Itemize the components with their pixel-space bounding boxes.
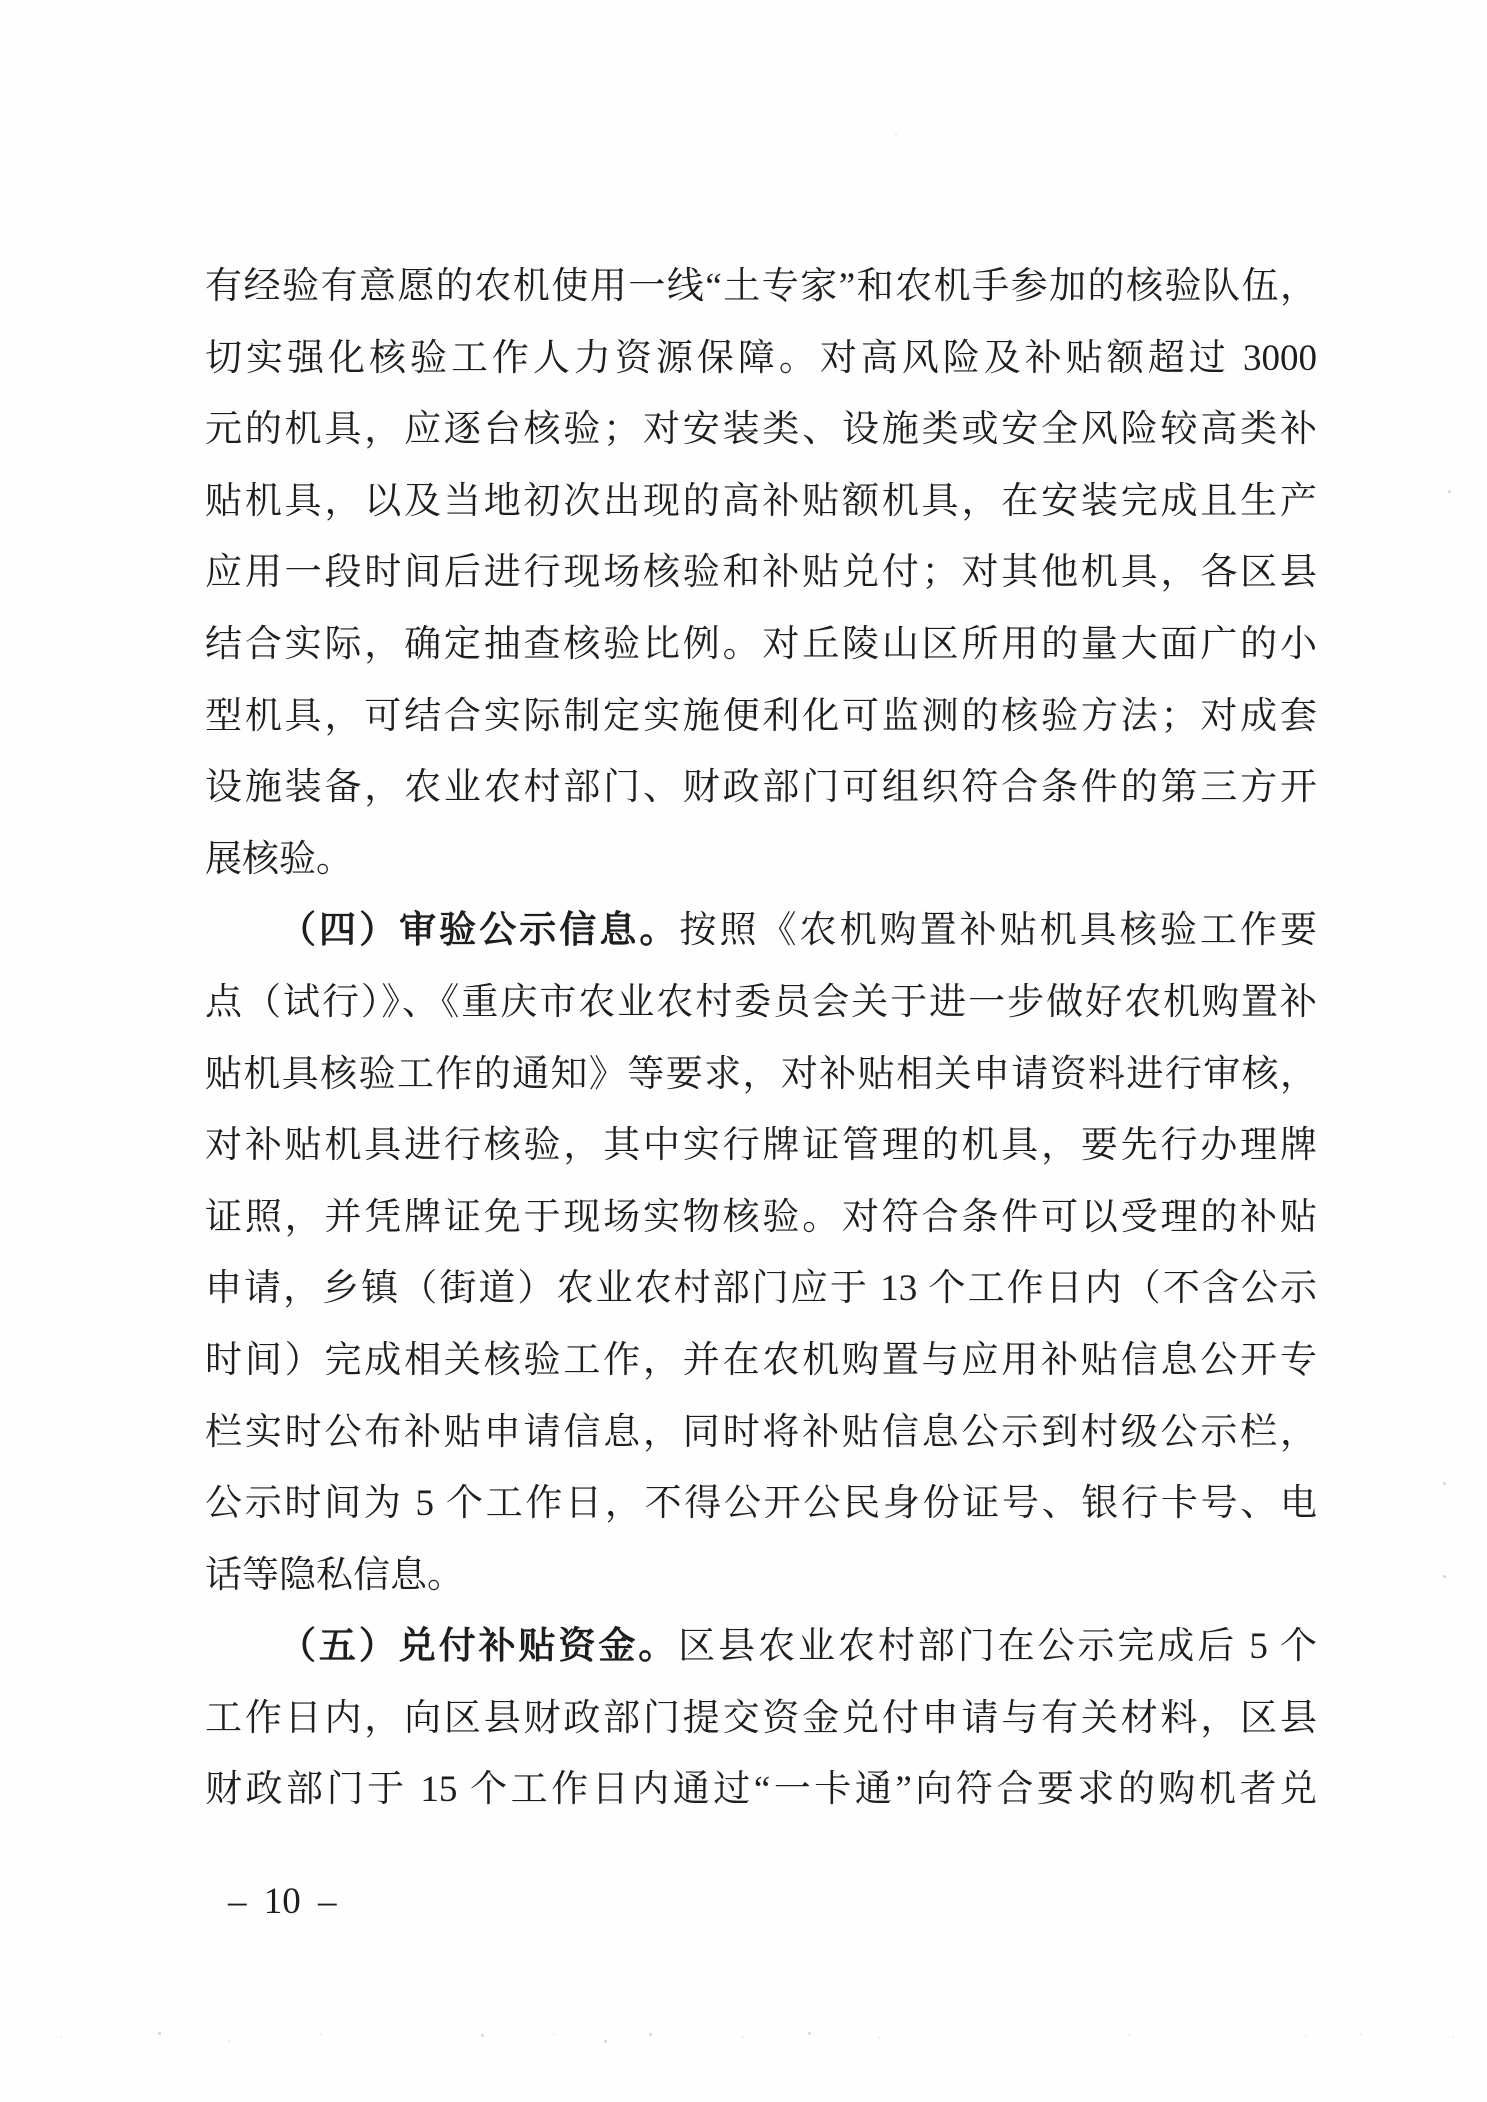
text-line: 设施装备，农业农村部门、财政部门可组织符合条件的第三方开 <box>205 767 1317 809</box>
text-line: 切实强化核验工作人力资源保障。对高风险及补贴额超过 3000 <box>205 337 1317 379</box>
scan-artifact <box>895 134 897 136</box>
text-line: 贴机具，以及当地初次出现的高补贴额机具，在安装完成且生产 <box>205 480 1317 522</box>
text-line: 展核验。 <box>205 838 353 880</box>
text-line: 应用一段时间后进行现场核验和补贴兑付；对其他机具，各区县 <box>205 552 1317 594</box>
text-line: 栏实时公布补贴申请信息，同时将补贴信息公示到村级公示栏， <box>205 1411 1317 1453</box>
text-line: 证照，并凭牌证免于现场实物核验。对符合条件可以受理的补贴 <box>205 1196 1317 1238</box>
text-line: 财政部门于 15 个工作日内通过“一卡通”向符合要求的购机者兑 <box>205 1769 1317 1811</box>
page-number: – 10 – <box>228 1881 337 1922</box>
text-line: 有经验有意愿的农机使用一线“土专家”和农机手参加的核验队伍， <box>205 266 1317 307</box>
scan-artifact <box>158 2032 161 2035</box>
scan-artifact <box>742 2036 744 2038</box>
scan-artifact <box>481 2034 484 2037</box>
text-line: 申请，乡镇（街道）农业农村部门应于 13 个工作日内（不含公示 <box>205 1268 1317 1310</box>
scan-artifact <box>1128 2034 1130 2036</box>
text-line: （四）审验公示信息。按照《农机购置补贴机具核验工作要 <box>279 910 1318 952</box>
scan-artifact <box>604 2040 607 2043</box>
scan-artifact <box>553 2033 555 2035</box>
scan-artifact <box>1360 2033 1362 2035</box>
section-heading: （四）审验公示信息。 <box>279 910 680 952</box>
section-heading: （五）兑付补贴资金。 <box>279 1626 679 1668</box>
text-line: 公示时间为 5 个工作日，不得公开公民身份证号、银行卡号、电 <box>205 1483 1317 1525</box>
text-block <box>205 251 1317 1826</box>
text-line: 型机具，可结合实际制定实施便利化可监测的核验方法；对成套 <box>205 695 1317 737</box>
scan-artifact <box>808 2032 811 2035</box>
text-line: 话等隐私信息。 <box>205 1554 464 1596</box>
text-line: （五）兑付补贴资金。区县农业农村部门在公示完成后 5 个 <box>279 1626 1318 1668</box>
text-line: 点（试行）》、《重庆市农业农村委员会关于进一步做好农机购置补 <box>205 981 1317 1023</box>
scan-artifact <box>60 2036 62 2038</box>
scan-artifact <box>1448 490 1451 493</box>
text-line: 时间）完成相关核验工作，并在农机购置与应用补贴信息公开专 <box>205 1339 1317 1381</box>
scan-artifact <box>1443 1575 1446 1578</box>
text-line: 对补贴机具进行核验，其中实行牌证管理的机具，要先行办理牌 <box>205 1125 1317 1167</box>
text-line: 元的机具，应逐台核验；对安装类、设施类或安全风险较高类补 <box>205 409 1317 451</box>
scan-artifact <box>878 2037 880 2039</box>
scan-artifact <box>649 2033 652 2036</box>
scan-artifact <box>320 2033 322 2035</box>
scan-artifact <box>1443 1482 1446 1485</box>
text-line: 工作日内，向区县财政部门提交资金兑付申请与有关材料，区县 <box>205 1697 1317 1739</box>
scan-artifact <box>1452 2036 1454 2038</box>
scan-artifact <box>228 2040 230 2042</box>
text-line: 贴机具核验工作的通知》等要求，对补贴相关申请资料进行审核， <box>205 1053 1317 1095</box>
text-line: 结合实际，确定抽查核验比例。对丘陵山区所用的量大面广的小 <box>205 623 1317 665</box>
scan-artifact <box>1305 2035 1307 2037</box>
